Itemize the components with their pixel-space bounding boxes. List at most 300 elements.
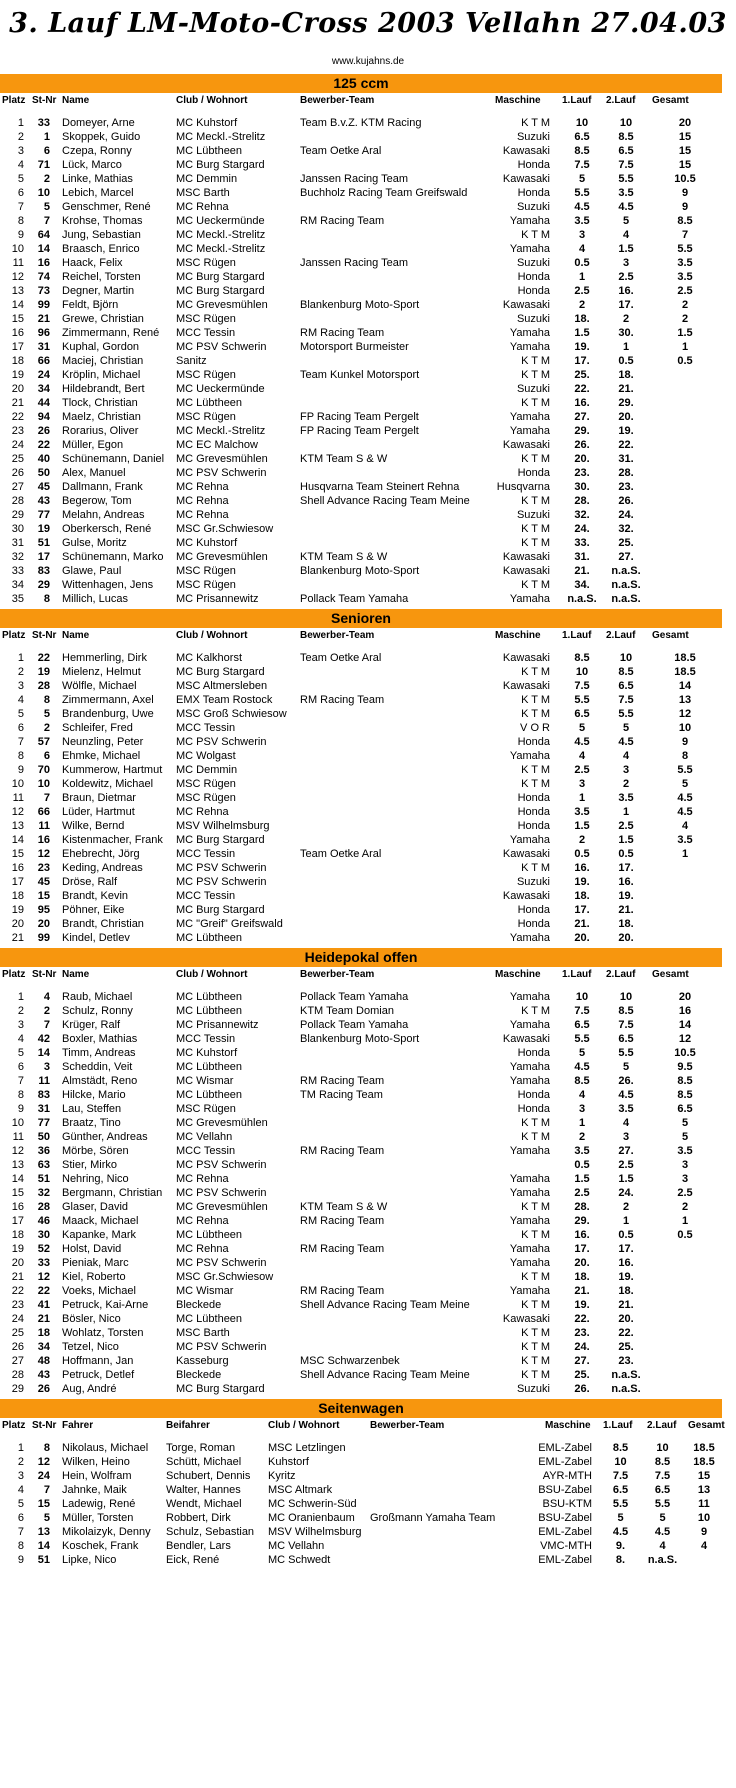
cell-platz: 13 (11, 1159, 24, 1171)
column-header-name: Name (62, 95, 90, 106)
cell-club: MC Meckl.-Strelitz (176, 425, 266, 437)
cell-platz: 5 (17, 1498, 24, 1510)
cell-platz: 19 (11, 369, 24, 381)
cell-lauf2: 16. (618, 1257, 634, 1269)
cell-gesamt: 2 (681, 313, 689, 325)
cell-name: Skoppek, Guido (62, 131, 141, 143)
cell-platz: 18 (11, 890, 24, 902)
cell-maschine: K T M (521, 1369, 550, 1381)
cell-platz: 2 (17, 1456, 24, 1468)
cell-lauf2: 16. (618, 876, 634, 888)
cell-name: Aug, André (62, 1383, 117, 1395)
cell-platz: 25 (11, 1327, 24, 1339)
cell-platz: 22 (11, 411, 24, 423)
cell-club: MC PSV Schwerin (176, 876, 267, 888)
cell-club: MC Vellahn (268, 1540, 325, 1552)
cell-club: MC Burg Stargard (176, 285, 265, 297)
cell-lauf1: 25. (574, 1369, 590, 1381)
cell-lauf2: 2 (622, 1201, 630, 1213)
cell-team: Pollack Team Yamaha (300, 593, 409, 605)
cell-lauf1: 8.5 (574, 145, 590, 157)
cell-maschine: Yamaha (509, 932, 550, 944)
cell-gesamt: 9.5 (677, 1061, 693, 1073)
cell-gesamt: 15 (678, 131, 692, 143)
cell-team: RM Racing Team (300, 327, 385, 339)
cell-club: Kyritz (268, 1470, 296, 1482)
cell-team: Buchholz Racing Team Greifswald (300, 187, 468, 199)
cell-lauf2: 5 (622, 215, 630, 227)
cell-team: MSC Schwarzenbek (300, 1355, 400, 1367)
cell-maschine: Honda (517, 159, 550, 171)
cell-lauf1: 26. (574, 439, 590, 451)
cell-name: Müller, Egon (62, 439, 124, 451)
cell-club: MC Ueckermünde (176, 215, 265, 227)
cell-platz: 10 (11, 1117, 24, 1129)
cell-team: Pollack Team Yamaha (300, 991, 409, 1003)
cell-startnr: 99 (37, 932, 50, 944)
cell-maschine: Kawasaki (502, 551, 550, 563)
cell-maschine: Yamaha (509, 341, 550, 353)
cell-startnr: 5 (43, 201, 50, 213)
cell-startnr: 83 (37, 1089, 50, 1101)
cell-team: Shell Advance Racing Team Meine (300, 1299, 470, 1311)
cell-startnr: 8 (43, 1442, 50, 1454)
cell-startnr: 7 (43, 1484, 50, 1496)
cell-club: MC EC Malchow (176, 439, 258, 451)
cell-lauf1: 22. (574, 383, 590, 395)
cell-startnr: 24 (37, 369, 50, 381)
cell-platz: 34 (11, 579, 24, 591)
cell-startnr: 73 (37, 285, 50, 297)
source-url[interactable]: www.kujahns.de (331, 56, 405, 67)
cell-lauf1: 23. (574, 1327, 590, 1339)
cell-lauf2: 17. (618, 862, 634, 874)
cell-lauf1: 10 (575, 666, 589, 678)
cell-platz: 2 (17, 1005, 24, 1017)
cell-startnr: 43 (37, 1369, 50, 1381)
cell-lauf2: 6.5 (618, 680, 634, 692)
cell-maschine: K T M (521, 708, 550, 720)
cell-lauf2: 6.5 (618, 145, 634, 157)
cell-platz: 2 (17, 666, 24, 678)
cell-name: Jung, Sebastian (62, 229, 141, 241)
cell-lauf1: 30. (574, 481, 590, 493)
table-row (0, 1553, 722, 1569)
cell-name: Hoffmann, Jan (62, 1355, 134, 1367)
cell-team: Motorsport Burmeister (300, 341, 409, 353)
cell-startnr: 44 (37, 397, 50, 409)
cell-maschine: Yamaha (509, 593, 550, 605)
cell-startnr: 26 (37, 1383, 50, 1395)
cell-lauf2: 7.5 (618, 159, 634, 171)
cell-maschine: K T M (521, 229, 550, 241)
cell-club: MC PSV Schwerin (176, 1257, 267, 1269)
cell-maschine: Honda (517, 1089, 550, 1101)
cell-name: Kuphal, Gordon (62, 341, 140, 353)
cell-maschine: K T M (521, 117, 550, 129)
cell-fahrer: Hein, Wolfram (62, 1470, 132, 1482)
cell-maschine: Honda (517, 736, 550, 748)
cell-lauf2: 5 (659, 1512, 666, 1524)
cell-lauf2: 4.5 (618, 1089, 634, 1101)
cell-platz: 21 (11, 932, 24, 944)
cell-name: Lück, Marco (62, 159, 122, 171)
cell-club: MC Grevesmühlen (176, 299, 268, 311)
cell-club: MC Rehna (176, 1243, 229, 1255)
cell-lauf2: 8.5 (618, 666, 634, 678)
cell-lauf2: 10 (619, 991, 633, 1003)
cell-name: Petruck, Kai-Arne (62, 1299, 149, 1311)
cell-maschine: Yamaha (509, 1215, 550, 1227)
cell-platz: 19 (11, 904, 24, 916)
cell-startnr: 33 (37, 1257, 50, 1269)
cell-club: MC Burg Stargard (176, 1383, 265, 1395)
column-header-team: Bewerber-Team (370, 1420, 445, 1431)
cell-maschine: Honda (517, 467, 550, 479)
cell-name: Brandt, Christian (62, 918, 144, 930)
cell-maschine: Kawasaki (502, 173, 550, 185)
cell-maschine: K T M (521, 453, 550, 465)
cell-startnr: 22 (37, 1285, 50, 1297)
cell-platz: 7 (17, 736, 24, 748)
cell-team: Team B.v.Z. KTM Racing (300, 117, 422, 129)
cell-lauf1: 7.5 (574, 159, 590, 171)
cell-gesamt: 18.5 (674, 666, 696, 678)
cell-name: Wölfle, Michael (62, 680, 137, 692)
cell-lauf1: 9. (615, 1540, 626, 1552)
cell-startnr: 50 (37, 1131, 50, 1143)
cell-gesamt: 10.5 (674, 173, 696, 185)
cell-lauf1: 24. (574, 523, 590, 535)
cell-gesamt: 11 (698, 1498, 710, 1510)
cell-platz: 3 (17, 145, 24, 157)
cell-name: Raub, Michael (62, 991, 133, 1003)
cell-gesamt: 8.5 (677, 1075, 693, 1087)
cell-startnr: 41 (37, 1299, 50, 1311)
cell-name: Degner, Martin (62, 285, 135, 297)
cell-lauf1: 2 (578, 1131, 586, 1143)
cell-club: MC Wolgast (176, 750, 236, 762)
cell-lauf1: 34. (574, 579, 590, 591)
section-header: Seitenwagen (0, 1399, 722, 1418)
cell-startnr: 29 (37, 579, 50, 591)
cell-name: Almstädt, Reno (62, 1075, 138, 1087)
cell-platz: 29 (11, 1383, 24, 1395)
cell-platz: 20 (11, 918, 24, 930)
cell-club: MCC Tessin (176, 848, 236, 860)
cell-club: MC PSV Schwerin (176, 341, 267, 353)
cell-gesamt: 12 (678, 1033, 692, 1045)
cell-team: KTM Team S & W (300, 453, 388, 465)
cell-club: MSC Rügen (176, 369, 236, 381)
cell-gesamt: 20 (678, 117, 692, 129)
cell-platz: 4 (17, 694, 24, 706)
cell-startnr: 10 (37, 187, 50, 199)
cell-gesamt: 0.5 (677, 355, 693, 367)
cell-startnr: 26 (37, 425, 50, 437)
cell-maschine: K T M (521, 397, 550, 409)
column-header-club: Club / Wohnort (176, 95, 248, 106)
cell-team: RM Racing Team (300, 694, 385, 706)
cell-name: Pöhner, Eike (62, 904, 125, 916)
cell-lauf1: 19. (574, 876, 590, 888)
cell-club: MCC Tessin (176, 327, 236, 339)
cell-maschine: Suzuki (516, 131, 550, 143)
cell-maschine: Yamaha (509, 1173, 550, 1185)
cell-lauf1: 5.5 (574, 187, 590, 199)
cell-fahrer: Nikolaus, Michael (62, 1442, 149, 1454)
cell-platz: 8 (17, 1089, 24, 1101)
cell-lauf1: 6.5 (612, 1484, 629, 1496)
cell-lauf2: 26. (618, 495, 634, 507)
cell-gesamt: 18.5 (693, 1442, 715, 1454)
cell-club: MC Grevesmühlen (176, 453, 268, 465)
cell-gesamt: 5.5 (677, 243, 693, 255)
cell-maschine: Honda (517, 904, 550, 916)
cell-lauf1: 23. (574, 467, 590, 479)
cell-lauf2: 5.5 (654, 1498, 671, 1510)
cell-lauf2: 25. (618, 1341, 634, 1353)
cell-club: EMX Team Rostock (176, 694, 273, 706)
cell-name: Stier, Mirko (62, 1159, 118, 1171)
cell-maschine: Yamaha (509, 1019, 550, 1031)
cell-name: Braatz, Tino (62, 1117, 121, 1129)
cell-maschine: Honda (517, 820, 550, 832)
cell-gesamt: 15 (678, 145, 692, 157)
cell-lauf2: n.a.S. (611, 579, 641, 591)
cell-lauf2: 2.5 (618, 820, 634, 832)
column-header-gesamt: Gesamt (652, 969, 689, 980)
cell-platz: 8 (17, 1540, 24, 1552)
column-header-gesamt: Gesamt (652, 95, 689, 106)
cell-name: Kindel, Detlev (62, 932, 130, 944)
cell-lauf2: 3 (622, 764, 630, 776)
cell-gesamt: 10 (697, 1512, 711, 1524)
cell-lauf1: 1.5 (574, 820, 590, 832)
cell-lauf1: 2.5 (574, 764, 590, 776)
cell-club: MC PSV Schwerin (176, 862, 267, 874)
cell-lauf1: 5 (578, 173, 586, 185)
cell-lauf2: 7.5 (654, 1470, 671, 1482)
cell-name: Kapanke, Mark (62, 1229, 136, 1241)
cell-club: MSC Letzlingen (268, 1442, 346, 1454)
cell-club: MSC Gr.Schwiesow (176, 523, 274, 535)
cell-maschine: Kawasaki (502, 890, 550, 902)
cell-lauf2: 10 (619, 652, 633, 664)
cell-startnr: 28 (37, 1201, 50, 1213)
cell-startnr: 14 (37, 1047, 50, 1059)
cell-lauf2: 4 (659, 1540, 666, 1552)
cell-startnr: 48 (37, 1355, 50, 1367)
cell-name: Millich, Lucas (62, 593, 129, 605)
cell-lauf1: 3.5 (574, 806, 590, 818)
cell-name: Gulse, Moritz (62, 537, 127, 549)
column-header-beifahrer: Beifahrer (166, 1420, 210, 1431)
cell-club: MC Prisannewitz (176, 593, 259, 605)
column-header-row (0, 629, 722, 643)
cell-startnr: 1 (43, 131, 50, 143)
column-header-row (0, 968, 722, 982)
cell-lauf1: 8.5 (612, 1442, 629, 1454)
cell-gesamt: 3.5 (677, 257, 693, 269)
cell-lauf1: 0.5 (574, 257, 590, 269)
cell-name: Feldt, Björn (62, 299, 119, 311)
cell-team: KTM Team S & W (300, 551, 388, 563)
cell-lauf1: 18. (574, 890, 590, 902)
cell-club: MC Grevesmühlen (176, 1117, 268, 1129)
cell-club: MC Grevesmühlen (176, 551, 268, 563)
cell-lauf2: 8.5 (618, 1005, 634, 1017)
cell-lauf1: 28. (574, 1201, 590, 1213)
cell-lauf2: 8.5 (618, 131, 634, 143)
cell-lauf2: 10 (619, 117, 633, 129)
cell-name: Schünemann, Marko (62, 551, 164, 563)
column-header-lauf2: 2.Lauf (606, 630, 636, 641)
cell-lauf2: 1.5 (618, 243, 634, 255)
cell-team: TM Racing Team (300, 1089, 383, 1101)
column-header-name: Name (62, 630, 90, 641)
cell-lauf1: 16. (574, 397, 590, 409)
cell-gesamt: 2 (681, 1201, 689, 1213)
cell-club: MSC Rügen (176, 313, 236, 325)
cell-fahrer: Müller, Torsten (62, 1512, 134, 1524)
cell-startnr: 22 (37, 652, 50, 664)
cell-team: Blankenburg Moto-Sport (300, 565, 420, 577)
cell-platz: 24 (11, 439, 24, 451)
cell-maschine: K T M (521, 495, 550, 507)
cell-lauf1: 6.5 (574, 708, 590, 720)
cell-club: MSC Rügen (176, 565, 236, 577)
cell-lauf2: 6.5 (618, 1033, 634, 1045)
cell-startnr: 33 (37, 117, 50, 129)
cell-maschine: BSU-KTM (542, 1498, 592, 1510)
cell-lauf2: 5.5 (618, 708, 634, 720)
cell-platz: 6 (17, 187, 24, 199)
cell-club: MC Kuhstorf (176, 1047, 238, 1059)
cell-club: MSC Rügen (176, 579, 236, 591)
cell-platz: 1 (17, 652, 24, 664)
cell-gesamt: 5 (681, 1131, 689, 1143)
cell-name: Schleifer, Fred (62, 722, 133, 734)
cell-club: MC Meckl.-Strelitz (176, 229, 266, 241)
cell-lauf1: 20. (574, 453, 590, 465)
cell-name: Krohse, Thomas (62, 215, 143, 227)
cell-startnr: 51 (37, 1173, 50, 1185)
cell-platz: 13 (11, 820, 24, 832)
cell-lauf2: 20. (618, 411, 634, 423)
cell-lauf1: 8. (615, 1554, 626, 1566)
cell-team: RM Racing Team (300, 1145, 385, 1157)
cell-lauf1: 24. (574, 1341, 590, 1353)
cell-startnr: 40 (37, 453, 50, 465)
cell-platz: 25 (11, 453, 24, 465)
cell-lauf2: 4 (622, 750, 630, 762)
cell-startnr: 7 (43, 215, 50, 227)
column-header-platz: Platz (2, 1420, 26, 1431)
cell-name: Haack, Felix (62, 257, 123, 269)
cell-club: MC Kuhstorf (176, 537, 238, 549)
cell-gesamt: 9 (681, 187, 689, 199)
cell-lauf2: 10 (656, 1442, 669, 1454)
cell-lauf2: 5 (622, 1061, 630, 1073)
cell-team: Blankenburg Moto-Sport (300, 299, 420, 311)
cell-startnr: 22 (37, 439, 50, 451)
cell-lauf1: 28. (574, 495, 590, 507)
cell-lauf2: 26. (618, 1075, 634, 1087)
cell-club: MC Rehna (176, 201, 229, 213)
cell-startnr: 18 (37, 1327, 50, 1339)
cell-maschine: Suzuki (516, 509, 550, 521)
cell-lauf1: 32. (574, 509, 590, 521)
cell-startnr: 96 (37, 327, 50, 339)
cell-club: MCC Tessin (176, 1033, 236, 1045)
cell-club: MC Lübtheen (176, 145, 243, 157)
cell-maschine: K T M (521, 1131, 550, 1143)
cell-gesamt: 9 (681, 736, 689, 748)
cell-club: MSC Rügen (176, 1103, 236, 1115)
cell-lauf2: 4.5 (618, 201, 634, 213)
cell-platz: 28 (11, 1369, 24, 1381)
cell-maschine: Suzuki (516, 201, 550, 213)
column-header-stnr: St-Nr (32, 630, 57, 641)
cell-team: RM Racing Team (300, 215, 385, 227)
cell-maschine: Honda (517, 792, 550, 804)
cell-maschine: K T M (521, 778, 550, 790)
cell-platz: 7 (17, 1526, 24, 1538)
cell-gesamt: 1.5 (677, 327, 693, 339)
cell-gesamt: 3.5 (677, 834, 693, 846)
cell-startnr: 10 (37, 778, 50, 790)
cell-team: RM Racing Team (300, 1285, 385, 1297)
cell-startnr: 5 (43, 708, 50, 720)
cell-club: MCC Tessin (176, 1145, 236, 1157)
cell-startnr: 94 (37, 411, 50, 423)
cell-gesamt: 13 (697, 1484, 711, 1496)
cell-lauf2: 20. (618, 932, 634, 944)
cell-club: MC Burg Stargard (176, 159, 265, 171)
cell-club: MC Lübtheen (176, 1061, 243, 1073)
cell-name: Dröse, Ralf (62, 876, 118, 888)
cell-maschine: EML-Zabel (538, 1456, 592, 1468)
cell-club: MC Wismar (176, 1285, 234, 1297)
cell-platz: 14 (11, 1173, 24, 1185)
cell-lauf2: 17. (618, 299, 634, 311)
cell-maschine: Suzuki (516, 876, 550, 888)
cell-club: MC PSV Schwerin (176, 1187, 267, 1199)
cell-club: MC Rehna (176, 509, 229, 521)
cell-lauf2: 21. (618, 1299, 634, 1311)
cell-club: MC PSV Schwerin (176, 467, 267, 479)
cell-lauf2: n.a.S. (647, 1554, 678, 1566)
cell-lauf2: 24. (618, 1187, 634, 1199)
cell-team: Janssen Racing Team (300, 173, 409, 185)
cell-lauf1: 29. (574, 425, 590, 437)
cell-lauf1: 3.5 (574, 1145, 590, 1157)
cell-club: MC PSV Schwerin (176, 1341, 267, 1353)
cell-gesamt: 15 (697, 1470, 711, 1482)
cell-lauf2: 2 (622, 778, 630, 790)
cell-maschine: Yamaha (509, 243, 550, 255)
cell-platz: 12 (11, 271, 24, 283)
cell-lauf2: 28. (618, 467, 634, 479)
cell-startnr: 66 (37, 355, 50, 367)
cell-startnr: 23 (37, 862, 50, 874)
cell-maschine: Suzuki (516, 1383, 550, 1395)
cell-club: Bleckede (176, 1299, 222, 1311)
cell-club: Kuhstorf (268, 1456, 309, 1468)
cell-platz: 17 (11, 876, 24, 888)
cell-name: Zimmermann, Axel (62, 694, 154, 706)
